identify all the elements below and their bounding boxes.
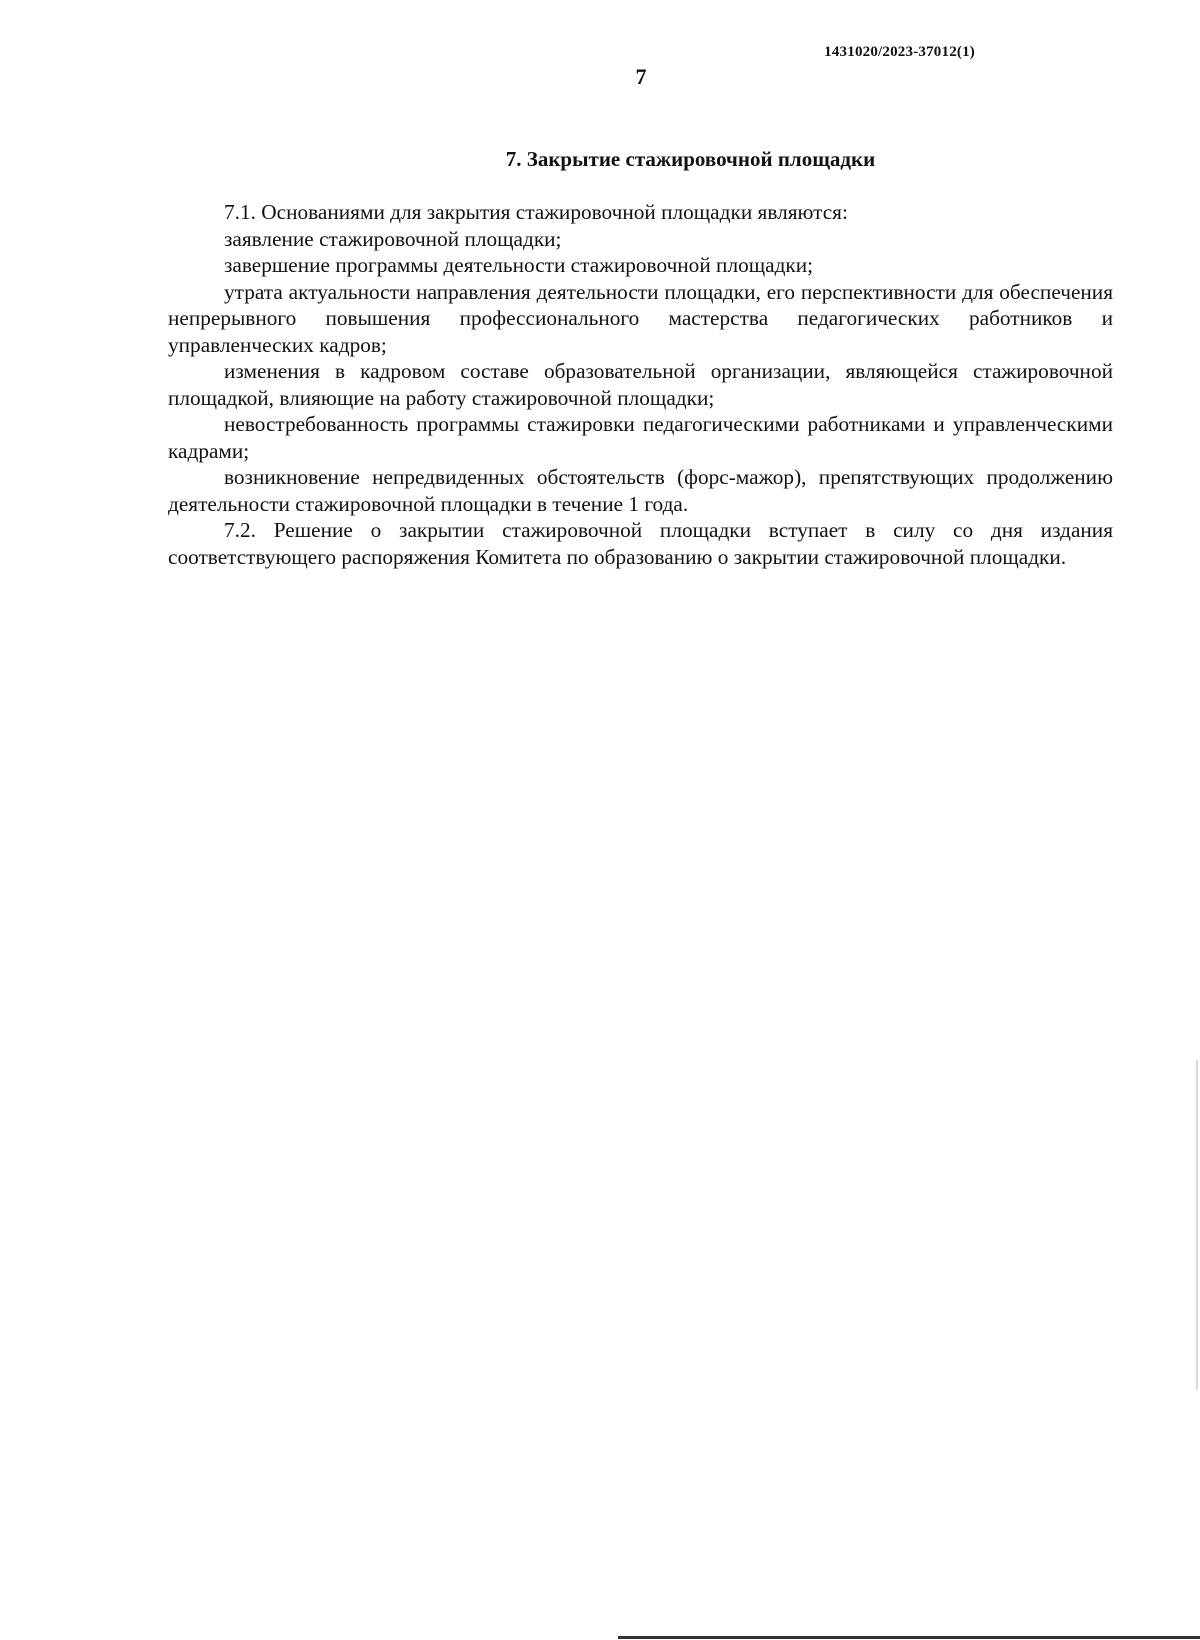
scan-edge-line [1196, 1060, 1198, 1390]
list-item-force-majeure: возникновение непредвиденных обстоятельств (форс-мажор), препятствующих продолжению деятельности стажировочной площадки в течение 1 года. [168, 465, 1113, 516]
paragraph-7-1: 7.1. Основаниями для закрытия стажировочной площадки являются: [224, 200, 848, 224]
scan-bottom-line [618, 1636, 1200, 1639]
section-content [168, 146, 1113, 570]
list-item-application: заявление стажировочной площадки; [224, 226, 562, 251]
list-item-loss-of-relevance: утрата актуальности направления деятельности площадки, его перспективности для обеспечения непрерывного повышения профессионального мастерства педагогических работников и управленческих кадров; [168, 279, 1113, 357]
list-item-program-completion: завершение программы деятельности стажировочной площадки; [224, 253, 814, 277]
list-item-staff-changes: изменения в кадровом составе образовательной организации, являющейся стажировочной площадкой, влияющие на работу стажировочной площадки; [168, 359, 1113, 410]
list-item-lack-of-demand: невостребованность программы стажировки педагогическими работниками и управленческими кадрами; [168, 412, 1113, 463]
page-number: 7 [635, 64, 647, 89]
document-number: 1431020/2023-37012(1) [824, 44, 975, 60]
section-title: 7. Закрытие стажировочной площадки [505, 147, 876, 171]
paragraph-7-2: 7.2. Решение о закрытии стажировочной площадки вступает в силу со дня издания соответствующего распоряжения Комитета по образованию о закрытии стажировочной площадки. [168, 518, 1113, 569]
